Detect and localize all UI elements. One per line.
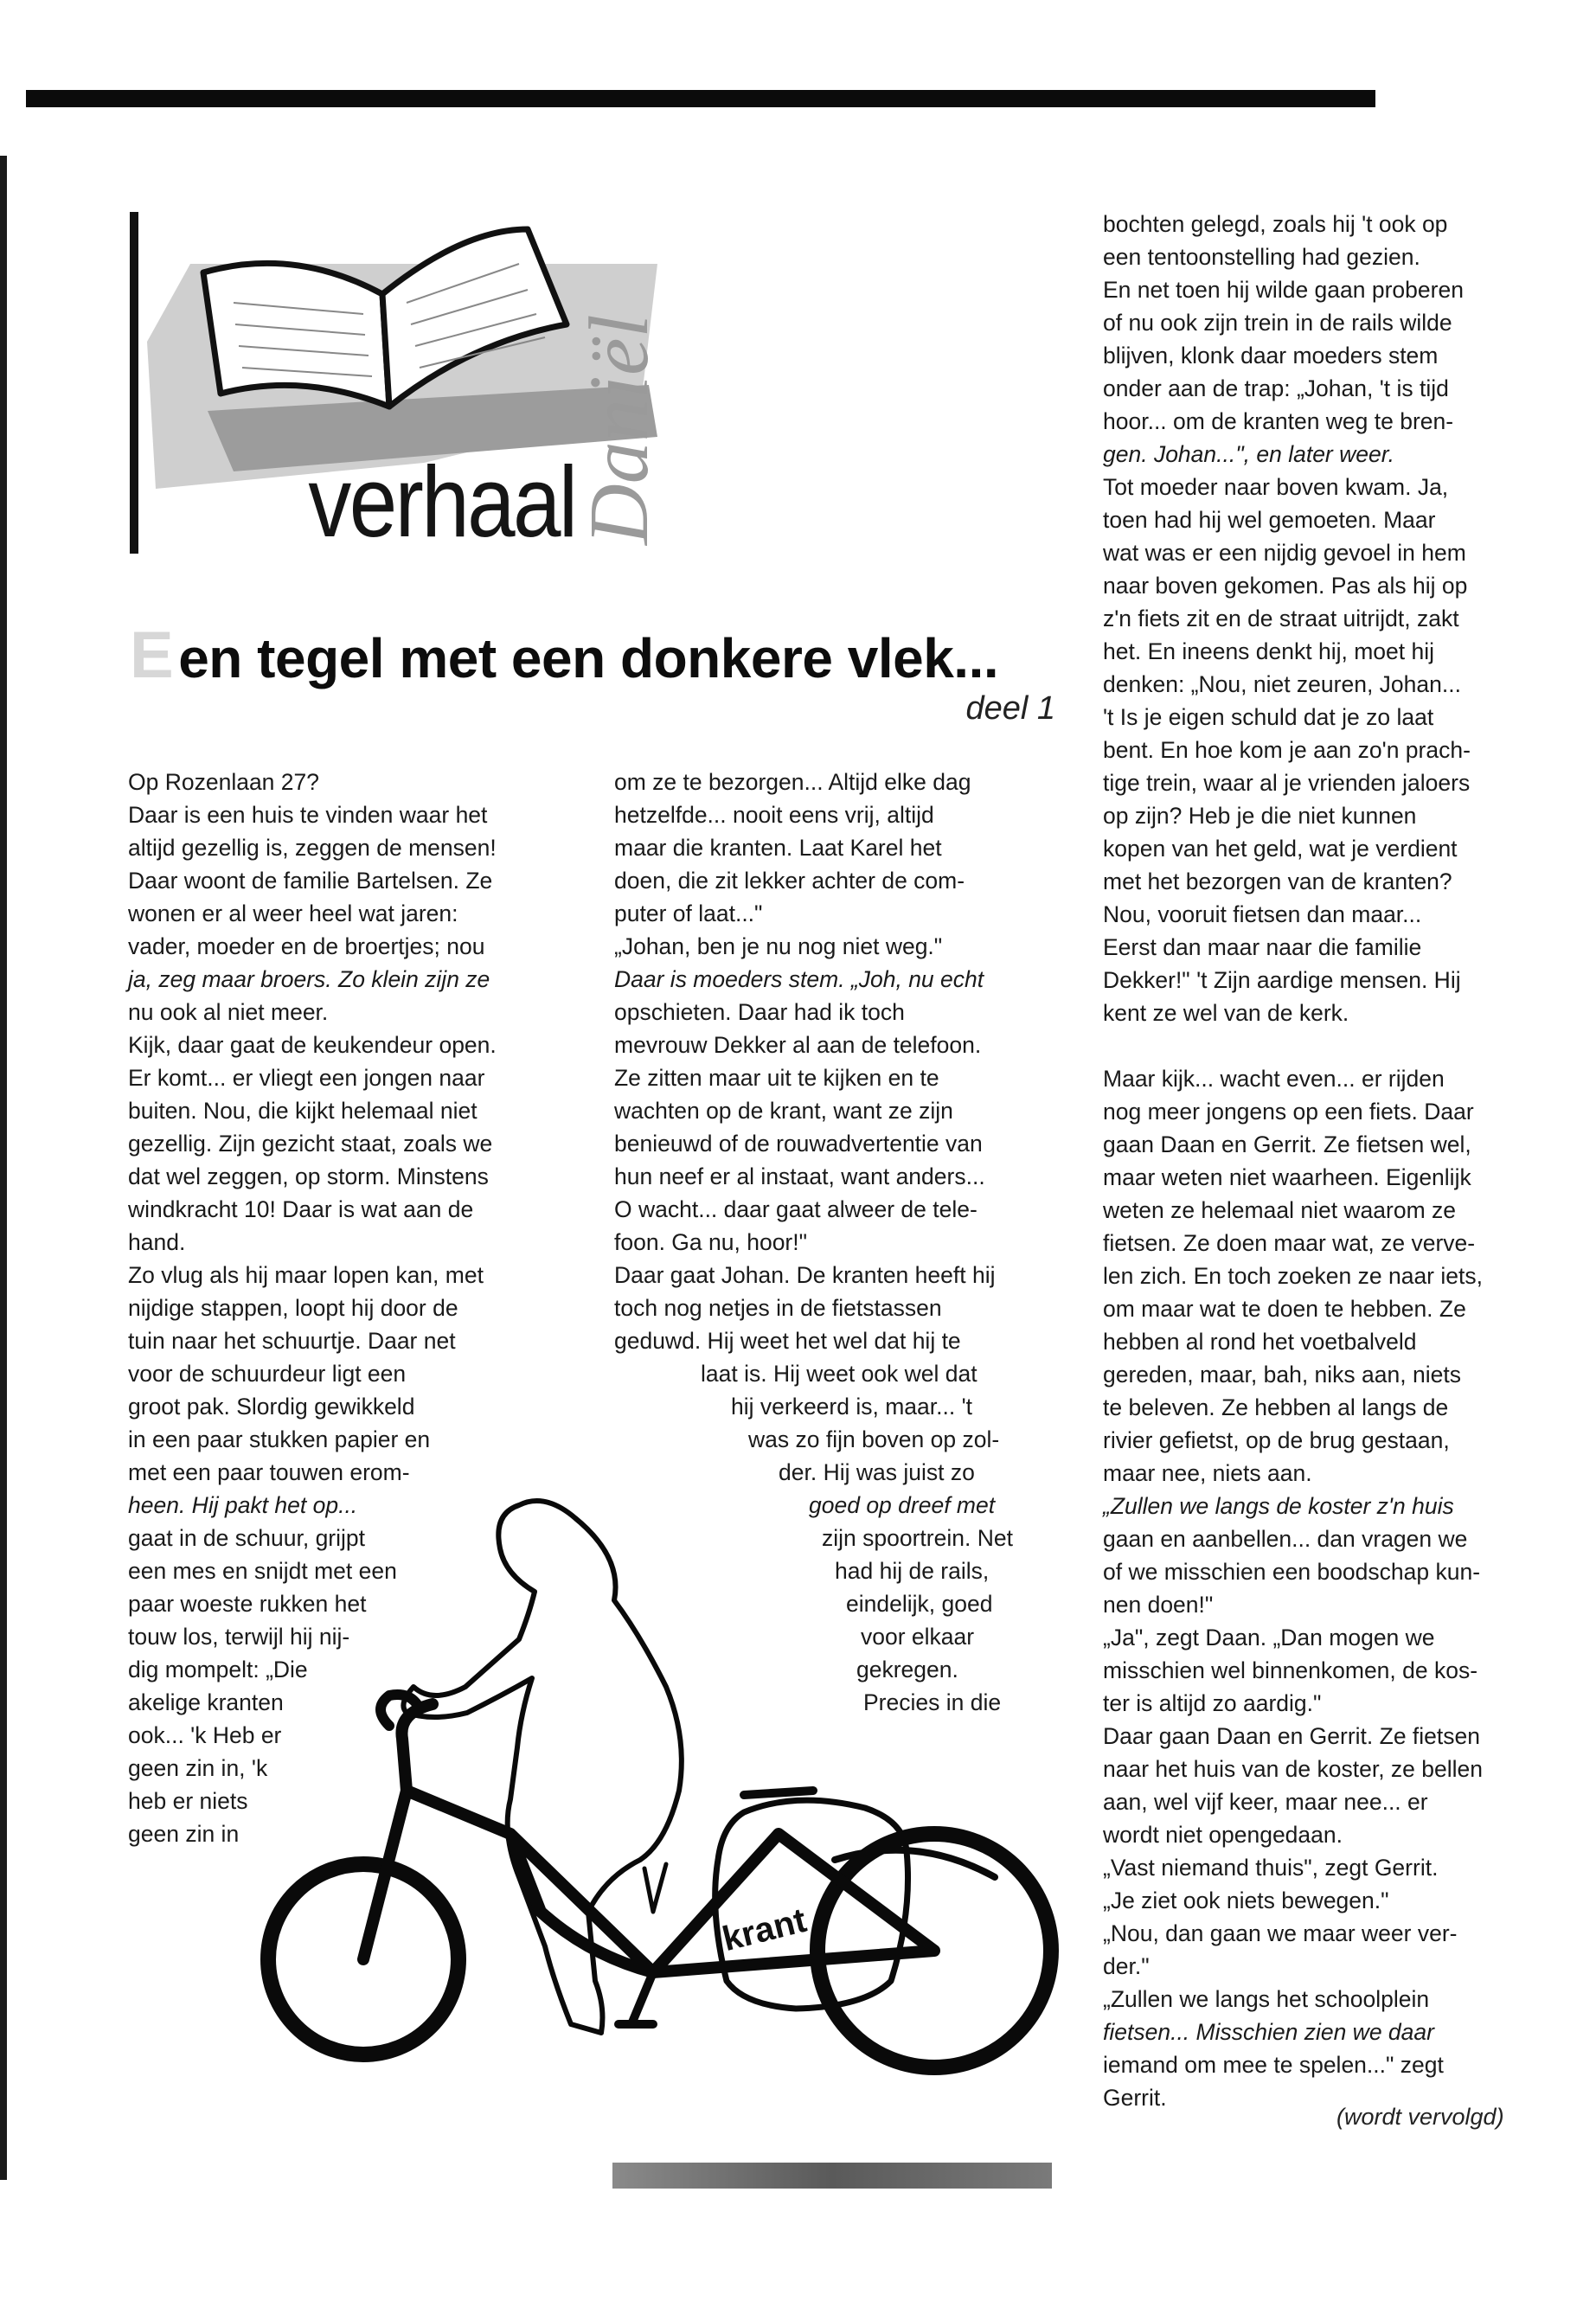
- text-line: akelige kranten: [128, 1689, 284, 1715]
- text-line: hetzelfde... nooit eens vrij, altijd: [614, 802, 934, 828]
- text-line: „Nou, dan gaan we maar weer ver-: [1103, 1920, 1458, 1946]
- text-line: misschien wel binnenkomen, de kos-: [1103, 1657, 1478, 1683]
- text-line: kopen van het geld, wat je verdient: [1103, 836, 1458, 862]
- text-line: geduwd. Hij weet het wel dat hij te: [614, 1328, 961, 1354]
- text-line: maar die kranten. Laat Karel het: [614, 835, 942, 861]
- part-number: deel 1: [965, 690, 1055, 727]
- text-line: En net toen hij wilde gaan proberen: [1103, 277, 1464, 303]
- text-line: Ze zitten maar uit te kijken en te: [614, 1065, 939, 1091]
- text-line: ja, zeg maar broers. Zo klein zijn ze: [128, 966, 490, 992]
- text-line: „Johan, ben je nu nog niet weg.": [614, 933, 943, 959]
- text-line: bent. En hoe kom je aan zo'n prach-: [1103, 737, 1471, 763]
- cyclist-illustration: [260, 1427, 1073, 2119]
- text-line: wachten op de krant, want ze zijn: [614, 1098, 953, 1124]
- text-line: Daar gaat Johan. De kranten heeft hij: [614, 1262, 996, 1288]
- text-line: eindelijk, goed: [846, 1591, 993, 1617]
- text-line: Gerrit.: [1103, 2085, 1167, 2111]
- text-line: om ze te bezorgen... Altijd elke dag: [614, 769, 971, 795]
- text-line: was zo fijn boven op zol-: [748, 1426, 1000, 1452]
- text-line: kent ze wel van de kerk.: [1103, 1000, 1349, 1026]
- text-line: Daar gaan Daan en Gerrit. Ze fietsen: [1103, 1723, 1481, 1749]
- text-line: Precies in die: [863, 1689, 1002, 1715]
- text-line: met het bezorgen van de kranten?: [1103, 868, 1452, 894]
- top-rule: [26, 90, 1375, 107]
- text-line: Daar is een huis te vinden waar het: [128, 802, 488, 828]
- text-line: Nou, vooruit fietsen dan maar...: [1103, 901, 1422, 927]
- text-line: hun neef er al instaat, want anders...: [614, 1163, 985, 1189]
- text-line: opschieten. Daar had ik toch: [614, 999, 905, 1025]
- text-line: foon. Ga nu, hoor!": [614, 1229, 808, 1255]
- text-line: „Ja", zegt Daan. „Dan mogen we: [1103, 1625, 1435, 1650]
- text-line: tige trein, waar al je vrienden jaloers: [1103, 770, 1471, 796]
- text-line: rivier gefietst, op de brug gestaan,: [1103, 1427, 1450, 1453]
- text-line: Tot moeder naar boven kwam. Ja,: [1103, 474, 1449, 500]
- text-line: te beleven. Ze hebben al langs de: [1103, 1394, 1449, 1420]
- text-line: altijd gezellig is, zeggen de mensen!: [128, 835, 497, 861]
- text-line: Er komt... er vliegt een jongen naar: [128, 1065, 485, 1091]
- text-line: blijven, klonk daar moeders stem: [1103, 343, 1439, 369]
- text-line: om maar wat te doen te hebben. Ze: [1103, 1296, 1466, 1322]
- text-line: naar het huis van de koster, ze bellen: [1103, 1756, 1484, 1782]
- pedal: [619, 1972, 653, 2024]
- text-line: hebben al rond het voetbalveld: [1103, 1329, 1417, 1355]
- text-line: buiten. Nou, die kijkt helemaal niet: [128, 1098, 478, 1124]
- text-line: Maar kijk... wacht even... er rijden: [1103, 1066, 1445, 1092]
- text-line: Zo vlug als hij maar lopen kan, met: [128, 1262, 484, 1288]
- title-initial: E: [130, 619, 174, 692]
- continued-note: (wordt vervolgd): [1336, 2104, 1504, 2130]
- text-line: der.": [1103, 1953, 1150, 1979]
- text-line: tuin naar het schuurtje. Daar net: [128, 1328, 456, 1354]
- logo-left-rule: [130, 212, 138, 554]
- text-line: had hij de rails,: [835, 1558, 990, 1584]
- text-line: toch nog netjes in de fietstassen: [614, 1295, 942, 1321]
- text-line: nijdige stappen, loopt hij door de: [128, 1295, 458, 1321]
- text-line: gaat in de schuur, grijpt: [128, 1525, 366, 1551]
- text-line: nen doen!": [1103, 1592, 1214, 1618]
- text-line: of nu ook zijn trein in de rails wilde: [1103, 310, 1452, 336]
- text-line: z'n fiets zit en de straat uitrijdt, zakt: [1103, 606, 1459, 631]
- text-line: nog meer jongens op een fiets. Daar: [1103, 1099, 1474, 1125]
- text-line: laat is. Hij weet ook wel dat: [701, 1361, 977, 1387]
- text-line: wordt niet opengedaan.: [1103, 1822, 1343, 1848]
- text-line: dat wel zeggen, op storm. Minstens: [128, 1163, 489, 1189]
- text-line: iemand om mee te spelen..." zegt: [1103, 2052, 1444, 2078]
- text-line: heb er niets: [128, 1788, 248, 1814]
- author-signature: Daniël: [573, 314, 666, 545]
- bag-label: krant: [718, 1900, 811, 1959]
- text-line: O wacht... daar gaat alweer de tele-: [614, 1196, 977, 1222]
- text-line: fietsen... Misschien zien we daar: [1103, 2019, 1434, 2045]
- section-label: verhaal: [308, 445, 576, 558]
- text-line: op zijn? Heb je die niet kunnen: [1103, 803, 1417, 829]
- text-line: hand.: [128, 1229, 186, 1255]
- text-line: toen had hij wel gemoeten. Maar: [1103, 507, 1436, 533]
- text-line: een tentoonstelling had gezien.: [1103, 244, 1420, 270]
- text-line: gaan Daan en Gerrit. Ze fietsen wel,: [1103, 1131, 1471, 1157]
- text-line: voor de schuurdeur ligt een: [128, 1361, 407, 1387]
- text-line: onder aan de trap: „Johan, 't is tijd: [1103, 375, 1449, 401]
- text-line: der. Hij was juist zo: [779, 1459, 975, 1485]
- text-line: puter of laat...": [614, 901, 763, 926]
- text-line: aan, wel vijf keer, maar nee... er: [1103, 1789, 1428, 1815]
- text-line: Eerst dan maar naar die familie: [1103, 934, 1422, 960]
- text-line: een mes en snijdt met een: [128, 1558, 397, 1584]
- text-line: Daar is moeders stem. „Joh, nu echt: [614, 966, 984, 992]
- text-line: 't Is je eigen schuld dat je zo laat: [1103, 704, 1434, 730]
- text-line: „Je ziet ook niets bewegen.": [1103, 1888, 1389, 1913]
- text-line: gezellig. Zijn gezicht staat, zoals we: [128, 1131, 493, 1157]
- text-line: het. En ineens denkt hij, moet hij: [1103, 638, 1435, 664]
- text-line: „Vast niemand thuis", zegt Gerrit.: [1103, 1855, 1439, 1881]
- text-line: wat was er een nijdig gevoel in hem: [1103, 540, 1466, 566]
- text-line: ook... 'k Heb er: [128, 1722, 282, 1748]
- text-line: mevrouw Dekker al aan de telefoon.: [614, 1032, 982, 1058]
- text-line: paar woeste rukken het: [128, 1591, 367, 1617]
- text-line: windkracht 10! Daar is wat aan de: [128, 1196, 474, 1222]
- text-line: „Zullen we langs het schoolplein: [1103, 1986, 1430, 2012]
- text-line: len zich. En toch zoeken ze naar iets,: [1103, 1263, 1483, 1289]
- text-line: wonen er al weer heel wat jaren:: [128, 901, 458, 926]
- text-line: ter is altijd zo aardig.": [1103, 1690, 1322, 1716]
- text-line: hoor... om de kranten weg te bren-: [1103, 408, 1454, 434]
- text-line: gen. Johan...", en later weer.: [1103, 441, 1394, 467]
- text-line: Kijk, daar gaat de keukendeur open.: [128, 1032, 497, 1058]
- column-right: [1103, 208, 1483, 2114]
- left-margin-bar: [0, 156, 7, 2180]
- text-line: [1103, 1029, 1483, 1062]
- text-line: gereden, maar, bah, niks aan, niets: [1103, 1362, 1461, 1388]
- text-line: doen, die zit lekker achter de com-: [614, 868, 965, 894]
- text-line: maar nee, niets aan.: [1103, 1460, 1312, 1486]
- text-line: hij verkeerd is, maar... 't: [731, 1394, 972, 1420]
- text-line: denken: „Nou, niet zeuren, Johan...: [1103, 671, 1461, 697]
- title-text: en tegel met een donkere vlek...: [178, 627, 999, 689]
- text-line: maar weten niet waarheen. Eigenlijk: [1103, 1164, 1471, 1190]
- text-line: voor elkaar: [861, 1624, 975, 1650]
- text-line: of we misschien een boodschap kun-: [1103, 1559, 1481, 1585]
- text-line: Op Rozenlaan 27?: [128, 769, 319, 795]
- text-line: fietsen. Ze doen maar wat, ze verve-: [1103, 1230, 1476, 1256]
- text-line: gaan en aanbellen... dan vragen we: [1103, 1526, 1468, 1552]
- text-line: dig mompelt: „Die: [128, 1657, 308, 1682]
- bicycle-seat: [744, 1791, 813, 1795]
- text-line: geen zin in: [128, 1821, 240, 1847]
- story-title: [130, 621, 1047, 693]
- rider-leg-detail: [644, 1864, 666, 1912]
- text-line: benieuwd of de rouwadvertentie van: [614, 1131, 983, 1157]
- text-line: Dekker!" 't Zijn aardige mensen. Hij: [1103, 967, 1461, 993]
- text-line: gekregen.: [856, 1657, 958, 1682]
- text-line: nu ook al niet meer.: [128, 999, 329, 1025]
- text-line: heen. Hij pakt het op...: [128, 1492, 358, 1518]
- text-line: in een paar stukken papier en: [128, 1426, 431, 1452]
- text-line: touw los, terwijl hij nij-: [128, 1624, 350, 1650]
- text-line: goed op dreef met: [809, 1492, 996, 1518]
- text-line: geen zin in, 'k: [128, 1755, 268, 1781]
- text-line: Daar woont de familie Bartelsen. Ze: [128, 868, 493, 894]
- text-line: vader, moeder en de broertjes; nou: [128, 933, 485, 959]
- text-line: bochten gelegd, zoals hij 't ook op: [1103, 211, 1448, 237]
- text-line: zijn spoortrein. Net: [822, 1525, 1013, 1551]
- text-line: groot pak. Slordig gewikkeld: [128, 1394, 415, 1420]
- text-line: naar boven gekomen. Pas als hij op: [1103, 573, 1468, 599]
- text-line: met een paar touwen erom-: [128, 1459, 410, 1485]
- verhaal-logo: [130, 212, 675, 558]
- text-line: „Zullen we langs de koster z'n huis: [1103, 1493, 1454, 1519]
- page-number-bar: [612, 2163, 1052, 2189]
- text-line: weten ze helemaal niet waarom ze: [1103, 1197, 1457, 1223]
